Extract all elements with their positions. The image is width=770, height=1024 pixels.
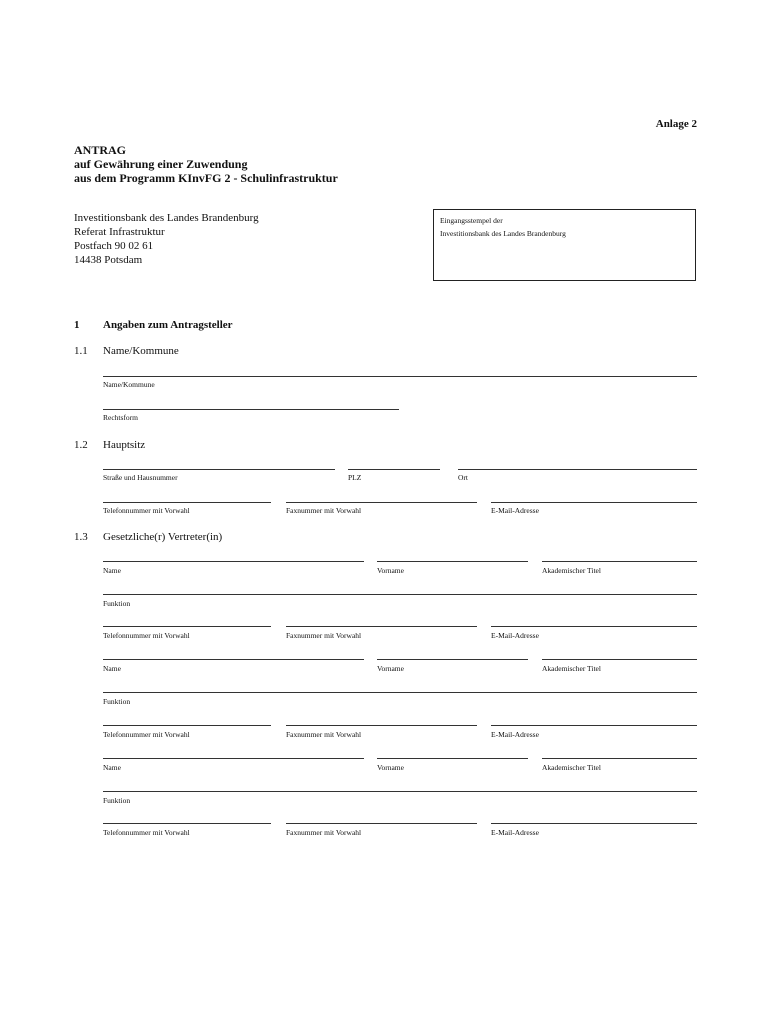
rep2-vorname-label: Vorname xyxy=(377,664,404,673)
hq-email-field[interactable] xyxy=(491,502,697,503)
rep3-email-field[interactable] xyxy=(491,823,697,824)
rep1-email-label: E-Mail-Adresse xyxy=(491,631,539,640)
rep2-email-field[interactable] xyxy=(491,725,697,726)
section-1-1-number: 1.1 xyxy=(74,345,88,357)
section-1-3-title: Gesetzliche(r) Vertreter(in) xyxy=(103,531,223,543)
rep3-phone-field[interactable] xyxy=(103,823,271,824)
street-field[interactable] xyxy=(103,469,335,470)
recipient-address xyxy=(74,211,259,267)
document-title xyxy=(74,143,338,185)
title-line-3: aus dem Programm KInvFG 2 - Schulinfrastruktur xyxy=(74,171,338,185)
rep2-titel-label: Akademischer Titel xyxy=(542,664,601,673)
section-1-3-number: 1.3 xyxy=(74,531,88,543)
rep1-phone-label: Telefonnummer mit Vorwahl xyxy=(103,631,190,640)
rep2-phone-field[interactable] xyxy=(103,725,271,726)
address-line-4: 14438 Potsdam xyxy=(74,254,143,266)
rep1-titel-field[interactable] xyxy=(542,561,697,562)
rep3-fax-field[interactable] xyxy=(286,823,477,824)
section-1-number: 1 xyxy=(74,319,80,331)
section-1-title: Angaben zum Antragsteller xyxy=(103,319,233,331)
rep3-vorname-field[interactable] xyxy=(377,758,528,759)
section-1-2-number: 1.2 xyxy=(74,439,88,451)
rep2-phone-label: Telefonnummer mit Vorwahl xyxy=(103,730,190,739)
title-line-2: auf Gewährung einer Zuwendung xyxy=(74,157,248,171)
rep3-funktion-field[interactable] xyxy=(103,791,697,792)
rep2-fax-field[interactable] xyxy=(286,725,477,726)
name-kommune-field[interactable] xyxy=(103,376,697,377)
rep1-funktion-label: Funktion xyxy=(103,599,131,608)
address-line-3: Postfach 90 02 61 xyxy=(74,240,154,252)
rep2-name-label: Name xyxy=(103,664,121,673)
section-1-1-title: Name/Kommune xyxy=(103,345,179,357)
rep1-titel-label: Akademischer Titel xyxy=(542,566,601,575)
rep2-email-label: E-Mail-Adresse xyxy=(491,730,539,739)
rep2-name-field[interactable] xyxy=(103,659,364,660)
section-1-2-title: Hauptsitz xyxy=(103,439,146,451)
rep3-phone-label: Telefonnummer mit Vorwahl xyxy=(103,828,190,837)
stamp-line-2: Investitionsbank des Landes Brandenburg xyxy=(440,229,566,238)
annex-label: Anlage 2 xyxy=(655,118,697,130)
rep2-funktion-label: Funktion xyxy=(103,697,131,706)
rep3-titel-field[interactable] xyxy=(542,758,697,759)
rep3-funktion-label: Funktion xyxy=(103,796,131,805)
rep1-fax-field[interactable] xyxy=(286,626,477,627)
rep3-fax-label: Faxnummer mit Vorwahl xyxy=(286,828,362,837)
rechtsform-label: Rechtsform xyxy=(103,413,138,422)
address-line-1: Investitionsbank des Landes Brandenburg xyxy=(74,212,259,224)
rep3-vorname-label: Vorname xyxy=(377,763,404,772)
plz-field[interactable] xyxy=(348,469,440,470)
ort-field[interactable] xyxy=(458,469,697,470)
rep2-fax-label: Faxnummer mit Vorwahl xyxy=(286,730,362,739)
rep1-name-label: Name xyxy=(103,566,121,575)
rep1-vorname-field[interactable] xyxy=(377,561,528,562)
rep1-funktion-field[interactable] xyxy=(103,594,697,595)
rep1-fax-label: Faxnummer mit Vorwahl xyxy=(286,631,362,640)
hq-email-label: E-Mail-Adresse xyxy=(491,506,539,515)
rep3-titel-label: Akademischer Titel xyxy=(542,763,601,772)
title-line-1: ANTRAG xyxy=(74,143,127,157)
street-label: Straße und Hausnummer xyxy=(103,473,178,482)
rep1-vorname-label: Vorname xyxy=(377,566,404,575)
rep3-email-label: E-Mail-Adresse xyxy=(491,828,539,837)
rep1-email-field[interactable] xyxy=(491,626,697,627)
ort-label: Ort xyxy=(458,473,468,482)
plz-label: PLZ xyxy=(348,473,362,482)
name-kommune-label: Name/Kommune xyxy=(103,380,155,389)
rep2-vorname-field[interactable] xyxy=(377,659,528,660)
rep3-name-label: Name xyxy=(103,763,121,772)
hq-phone-label: Telefonnummer mit Vorwahl xyxy=(103,506,190,515)
rep1-name-field[interactable] xyxy=(103,561,364,562)
hq-fax-label: Faxnummer mit Vorwahl xyxy=(286,506,362,515)
rep2-titel-field[interactable] xyxy=(542,659,697,660)
hq-fax-field[interactable] xyxy=(286,502,477,503)
rechtsform-field[interactable] xyxy=(103,409,399,410)
address-line-2: Referat Infrastruktur xyxy=(74,226,165,238)
rep3-name-field[interactable] xyxy=(103,758,364,759)
hq-phone-field[interactable] xyxy=(103,502,271,503)
receipt-stamp-box xyxy=(433,209,696,281)
stamp-line-1: Eingangsstempel der xyxy=(440,216,503,225)
rep1-phone-field[interactable] xyxy=(103,626,271,627)
rep2-funktion-field[interactable] xyxy=(103,692,697,693)
